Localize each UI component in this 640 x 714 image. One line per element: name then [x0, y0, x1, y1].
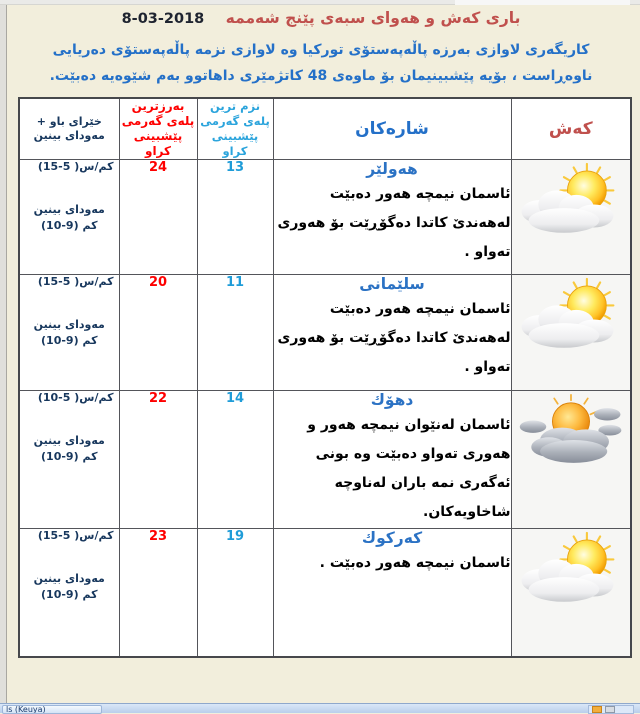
wind-speed-value: (15-5 )كم/س — [37, 529, 114, 542]
weather-description: ئاسمان نیمچە هەور دەبێت . — [319, 555, 511, 571]
weather-icon-cell — [511, 391, 631, 529]
top-window-edge — [0, 0, 640, 5]
weather-description: ئاسمان لەنێوان نیمچە هەور و هەوری تەواو دەبێت وە بونی ئەگەری نمە باران لەناوچە شاخاویەكان. — [307, 417, 511, 520]
sun-behind-cloud-icon — [518, 529, 624, 611]
weather-description: ئاسمان نیمچە هەور دەبێت لەهەندێ كاتدا دەگۆڕێت بۆ هەوری تەواو . — [277, 186, 511, 260]
col-header-min-temp — [197, 98, 273, 160]
weather-description: ئاسمان نیمچە هەور دەبێت لەهەندێ كاتدا دەگۆڕێت بۆ هەوری تەواو . — [277, 301, 511, 375]
visibility-label: مەوداى بینین — [33, 203, 105, 216]
table-row-kirkuk — [19, 529, 631, 657]
weather-icon-cell — [511, 529, 631, 657]
visibility-value: (10-9) كم — [41, 450, 98, 463]
col-header-min-line3: پێشبینی كراو — [211, 129, 259, 158]
wind-visibility-cell — [19, 391, 119, 529]
col-header-min-line1: نزم ترین — [209, 99, 261, 113]
visibility-label: مەوداى بینین — [33, 434, 105, 447]
city-cell — [273, 391, 511, 529]
wind-visibility-cell — [19, 275, 119, 391]
wind-speed-value: (15-5 )كم/س — [37, 275, 114, 288]
min-temp-value: 14 — [197, 391, 273, 529]
city-name: دهۆك — [370, 391, 414, 409]
col-header-max-line3: پێشبینی كراو — [133, 129, 183, 158]
weather-icon-cell — [511, 160, 631, 275]
page-title: باری كەش و هەوای سبەی پێنج شەممە — [225, 9, 521, 27]
sun-with-gray-clouds-icon — [518, 391, 624, 473]
left-window-border — [0, 5, 7, 703]
wind-visibility-cell — [19, 529, 119, 657]
col-header-max-line1: بەرزترین — [131, 99, 185, 113]
table-row-sulaymaniyah — [19, 275, 631, 391]
visibility-value: (10-9) كم — [41, 334, 98, 347]
visibility-label: مەوداى بینین — [33, 318, 105, 331]
forecast-table — [18, 97, 632, 658]
min-temp-value: 13 — [197, 160, 273, 275]
table-row-duhok — [19, 391, 631, 529]
col-header-weather: كەش — [511, 98, 631, 160]
table-row-erbil — [19, 160, 631, 275]
sun-behind-cloud-icon — [518, 275, 624, 357]
tray-window-icon[interactable] — [592, 706, 602, 713]
table-header-row — [19, 98, 631, 160]
forecast-date: 2018-03-8 — [121, 11, 205, 27]
visibility-label: مەوداى بینین — [33, 572, 105, 585]
city-cell — [273, 160, 511, 275]
min-temp-value: 11 — [197, 275, 273, 391]
page-title-line — [16, 9, 626, 27]
weather-icon-cell — [511, 275, 631, 391]
col-header-wind-line2: مەوداى بینین — [33, 129, 105, 142]
wind-speed-value: (10-5 )كم/س — [37, 391, 114, 404]
forecast-header — [16, 9, 626, 89]
taskbar — [0, 703, 640, 713]
max-temp-value: 24 — [119, 160, 197, 275]
col-header-max-temp — [119, 98, 197, 160]
city-name: سلێمانی — [359, 275, 425, 293]
tray-status-icon[interactable] — [605, 706, 615, 713]
max-temp-value: 20 — [119, 275, 197, 391]
col-header-wind-line1: خێرای باو + — [36, 115, 102, 128]
forecast-summary: كاریگەری لاوازی بەرزە پاڵەپەستۆی توركیا وە لاوازی نزمە پاڵەپەستۆی دەریایی ناوەڕاست ، بۆیە پێشبینیمان بۆ ماوەی 48 كاتژمێری داهاتوو بەم شێوەیە دەبێت. — [49, 42, 593, 84]
max-temp-value: 23 — [119, 529, 197, 657]
col-header-max-line2: پلەی گەرمی — [121, 114, 195, 128]
max-temp-value: 22 — [119, 391, 197, 529]
col-header-min-line2: پلەی گەرمی — [200, 114, 270, 128]
col-header-wind-visibility — [19, 98, 119, 160]
city-name: كەركوك — [361, 529, 423, 547]
min-temp-value: 19 — [197, 529, 273, 657]
sun-behind-cloud-icon — [518, 160, 624, 242]
wind-speed-value: (15-5 )كم/س — [37, 160, 114, 173]
wind-visibility-cell — [19, 160, 119, 275]
taskbar-window-label: ls (Keuya) — [6, 705, 46, 714]
visibility-value: (10-9) كم — [41, 588, 98, 601]
city-cell — [273, 529, 511, 657]
visibility-value: (10-9) كم — [41, 219, 98, 232]
city-cell — [273, 275, 511, 391]
city-name: هەولێر — [366, 160, 418, 178]
col-header-cities: شارەكان — [273, 98, 511, 160]
